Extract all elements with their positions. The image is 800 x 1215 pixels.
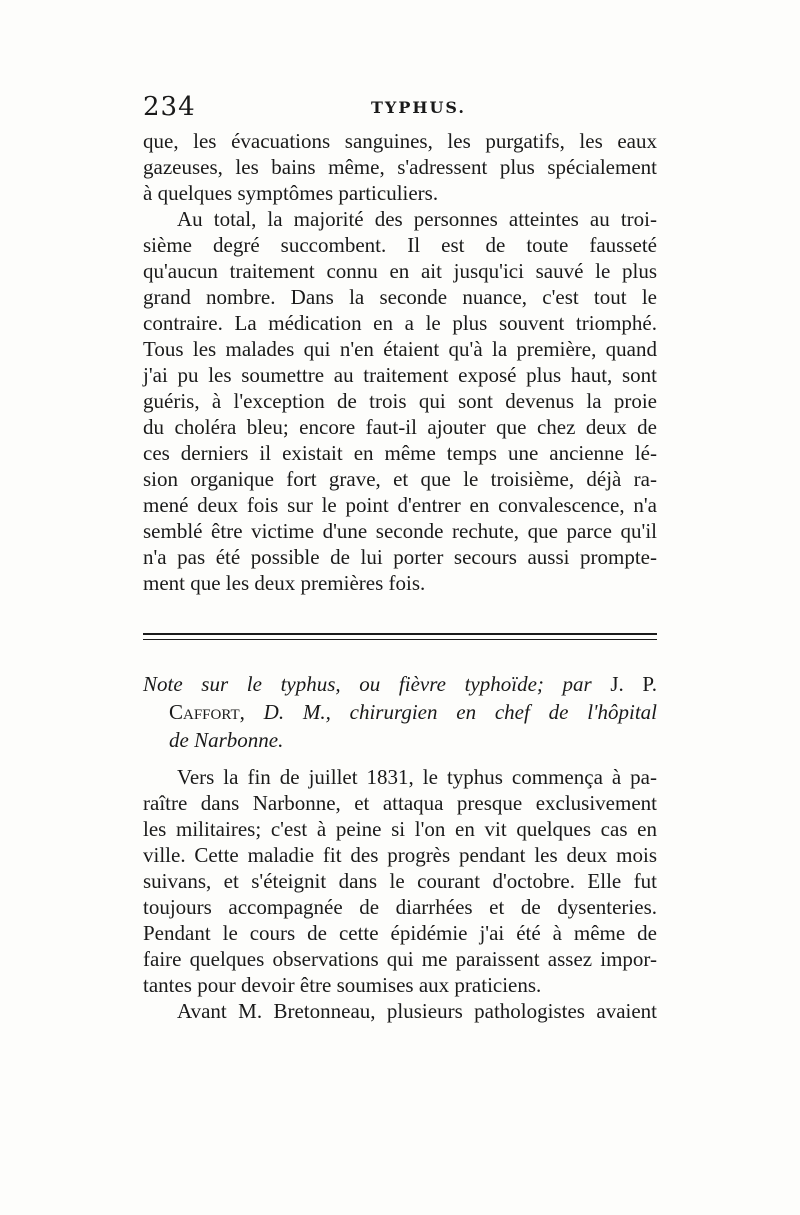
page-number: 234 <box>143 92 196 122</box>
text-line: que, les évacuations sanguines, les purgatifs, les eaux <box>143 129 657 153</box>
note-title-text: Note sur le typhus, ou fièvre typhoïde; par <box>143 672 592 696</box>
text-line: suivans, et s'éteignit dans le courant d'octobre. Elle fut <box>143 869 657 893</box>
divider-thick-rule <box>143 633 657 635</box>
section-divider <box>143 633 657 647</box>
text-line: ville. Cette maladie fit des progrès pendant les deux mois <box>143 843 657 867</box>
note-title <box>143 670 657 754</box>
note-title-line-2 <box>143 698 657 726</box>
paragraph-3 <box>143 764 657 998</box>
text-line: faire quelques observations qui me paraissent assez impor- <box>143 947 657 971</box>
paragraph-4 <box>143 998 657 1024</box>
upper-text <box>143 128 657 596</box>
author-initials: J. P. <box>610 672 658 696</box>
text-line: à quelques symptômes particuliers. <box>143 181 439 205</box>
lower-text <box>143 764 657 1024</box>
text-line: raître dans Narbonne, et attaqua presque exclusivement <box>143 791 657 815</box>
text-line: gazeuses, les bains même, s'adressent plus spécialement <box>143 155 657 179</box>
text-line: semblé être victime d'une seconde rechute, que parce qu'il <box>143 519 657 543</box>
text-line: n'a pas été possible de lui porter secours aussi prompte- <box>143 545 657 569</box>
text-line: Avant M. Bretonneau, plusieurs pathologistes avaient <box>177 999 657 1023</box>
paragraph-2 <box>143 206 657 596</box>
text-line: toujours accompagnée de diarrhées et de dysenteries. <box>143 895 657 919</box>
text-line: Tous les malades qui n'en étaient qu'à la première, quand <box>143 337 657 361</box>
paragraph-1 <box>143 128 657 206</box>
author-degree: D. M., <box>263 700 331 724</box>
text-line: Vers la fin de juillet 1831, le typhus commença à pa- <box>177 765 657 789</box>
text-line: grand nombre. Dans la seconde nuance, c'est tout le <box>143 285 657 309</box>
note-title-line-1 <box>143 670 657 698</box>
divider-thin-rule <box>143 639 657 640</box>
text-line: sion organique fort grave, et que le troisième, déjà ra- <box>143 467 657 491</box>
text-line: tantes pour devoir être soumises aux praticiens. <box>143 973 542 997</box>
author-position: chirurgien en chef de l'hôpital <box>349 700 658 724</box>
text-line: guéris, à l'exception de trois qui sont devenus la proie <box>143 389 657 413</box>
text-line: qu'aucun traitement connu en ait jusqu'ici sauvé le plus <box>143 259 657 283</box>
running-head: TYPHUS. <box>371 98 466 117</box>
text-line: les militaires; c'est à peine si l'on en vit quelques cas en <box>143 817 657 841</box>
note-title-line-3: de Narbonne. <box>169 728 284 752</box>
text-line: contraire. La médication en a le plus souvent triomphé. <box>143 311 657 335</box>
page-header <box>143 92 659 122</box>
text-line: du choléra bleu; encore faut-il ajouter que chez deux de <box>143 415 657 439</box>
text-line: ces derniers il existait en même temps une ancienne lé- <box>143 441 657 465</box>
text-line: sième degré succombent. Il est de toute fausseté <box>143 233 657 257</box>
author-name: Caffort, <box>169 700 245 724</box>
text-line: mené deux fois sur le point d'entrer en convalescence, n'a <box>143 493 657 517</box>
text-line: j'ai pu les soumettre au traitement exposé plus haut, sont <box>143 363 657 387</box>
text-line: ment que les deux premières fois. <box>143 571 426 595</box>
text-line: Pendant le cours de cette épidémie j'ai été à même de <box>143 921 657 945</box>
text-line: Au total, la majorité des personnes atteintes au troi- <box>177 207 657 231</box>
